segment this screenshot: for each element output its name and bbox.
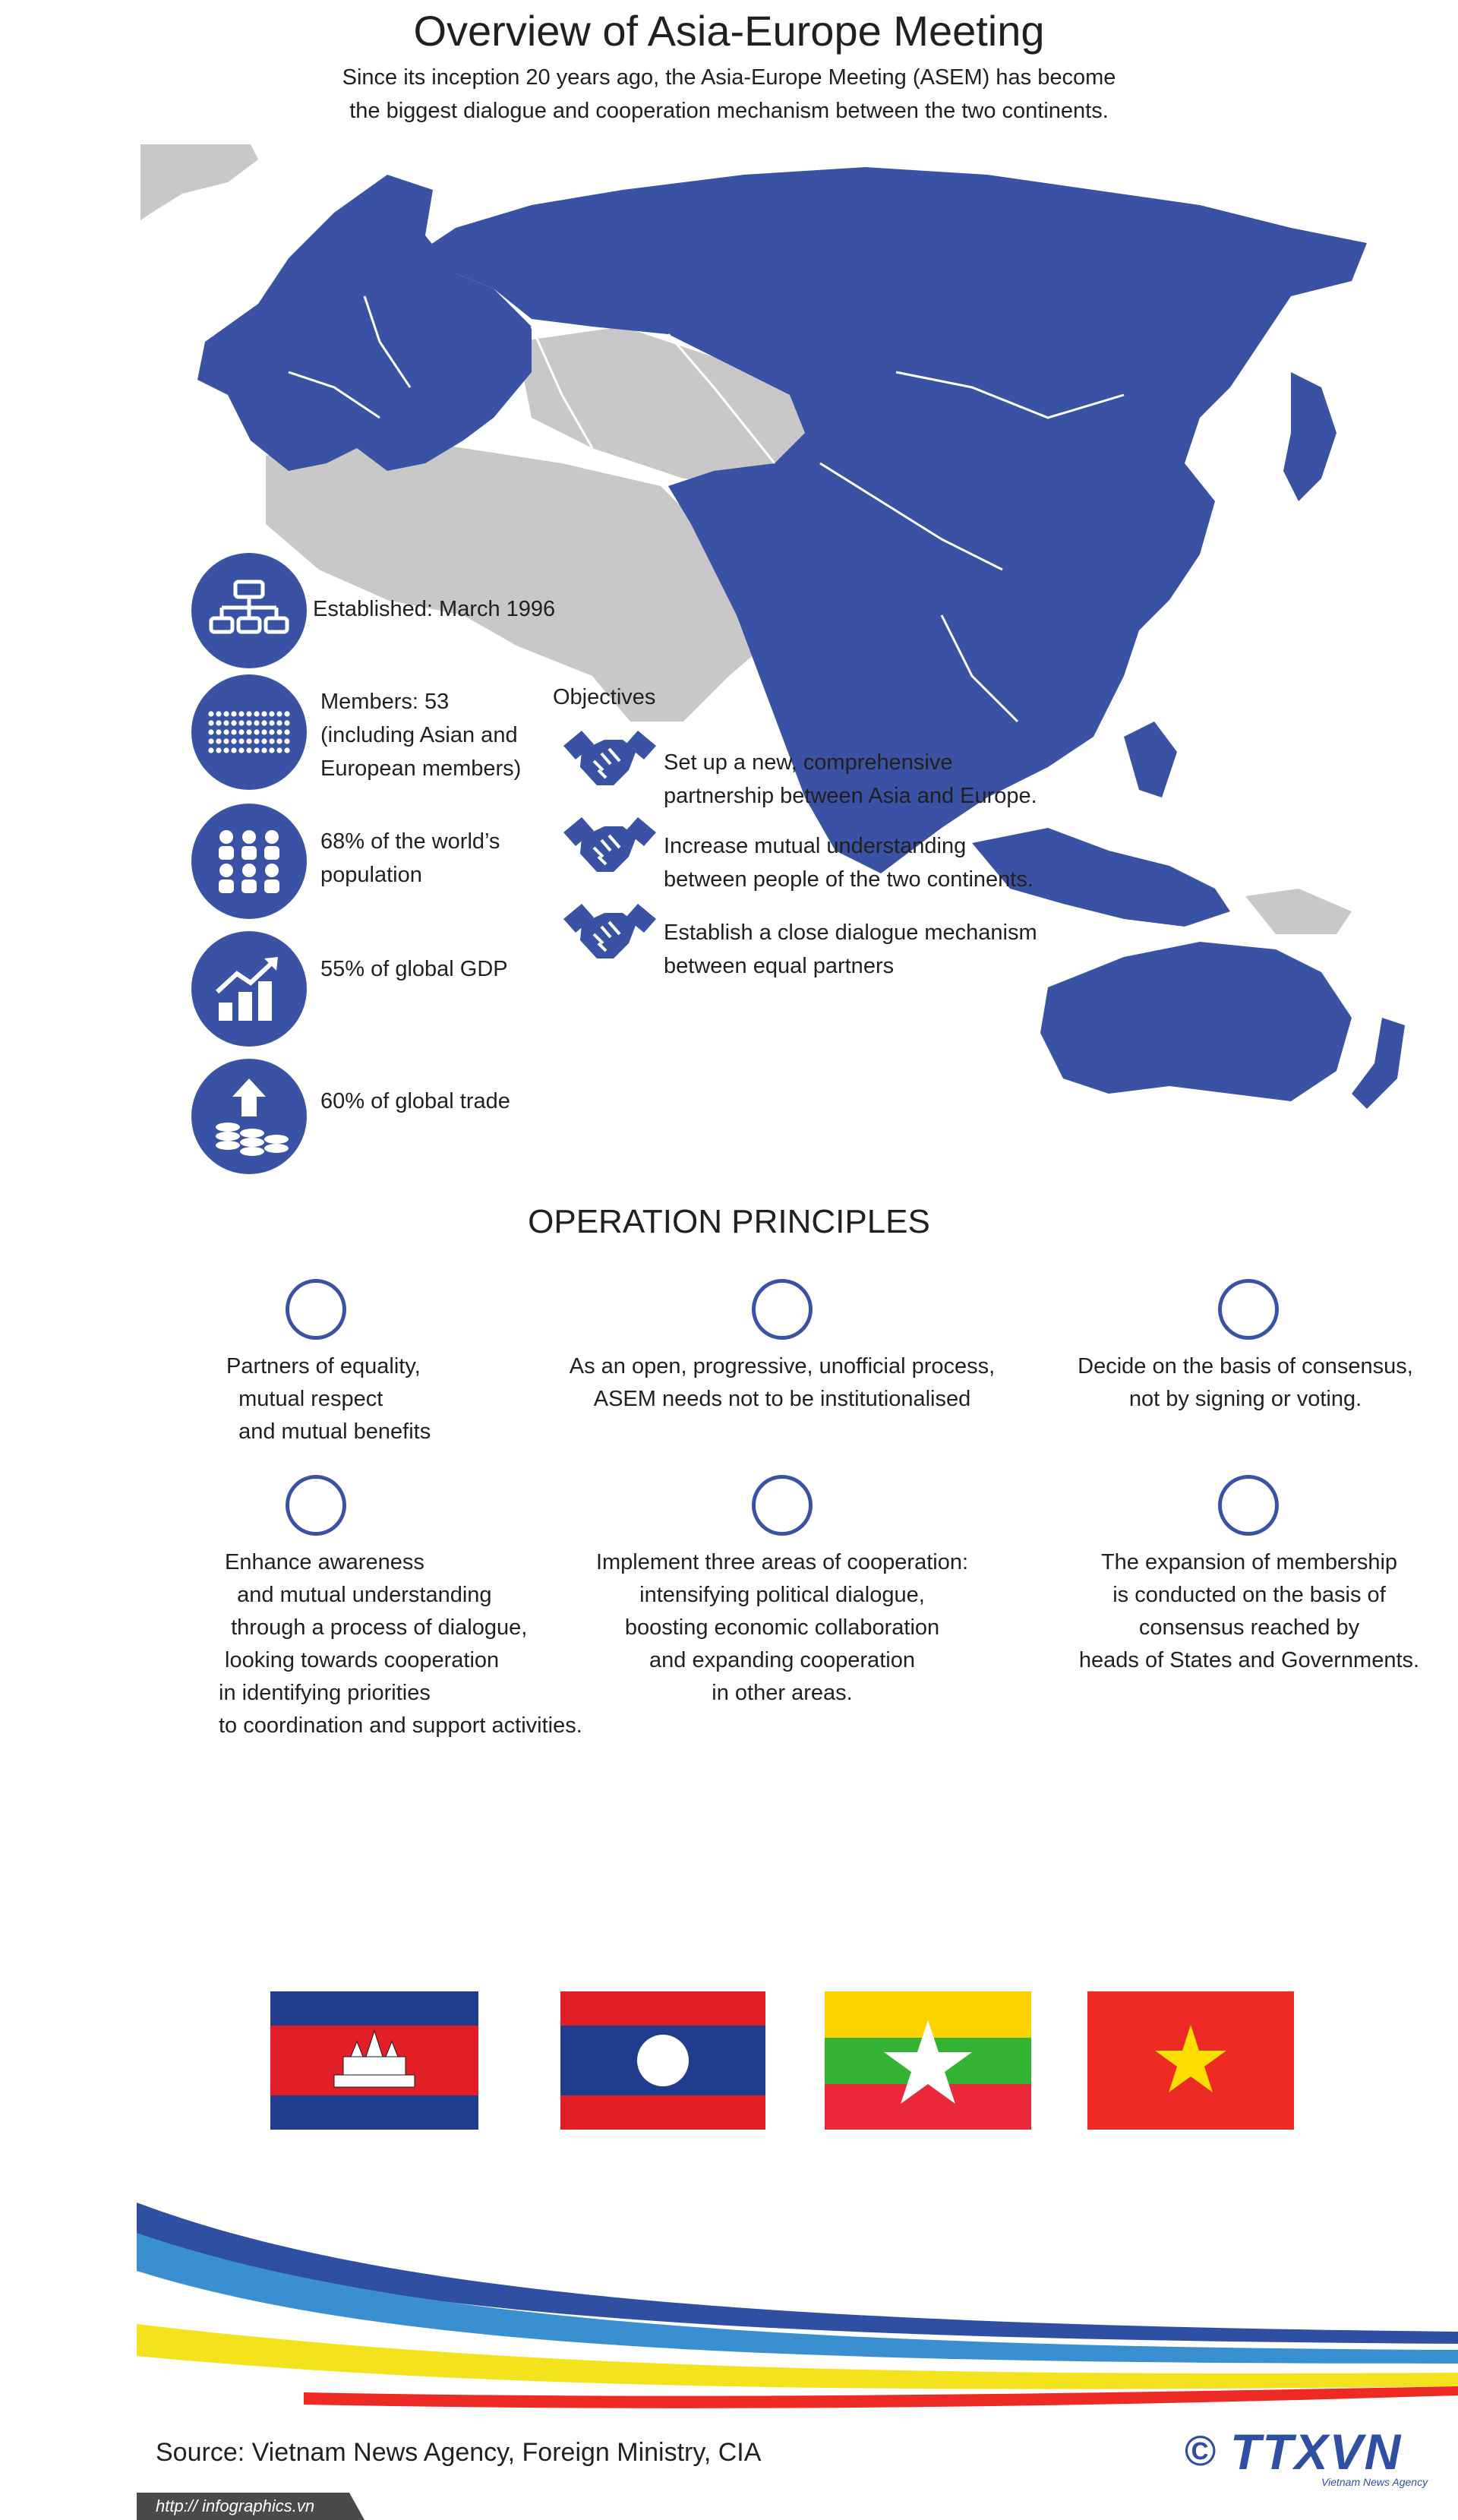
- cambodia-flag-icon: [270, 1991, 478, 2130]
- principles-title: OPERATION PRINCIPLES: [528, 1203, 930, 1240]
- logo-subtext: Vietnam News Agency: [1321, 2476, 1428, 2488]
- principle-5-ring-icon: [752, 1475, 813, 1536]
- myanmar-flag-icon: [825, 1991, 1031, 2130]
- principle-2-text: As an open, progressive, unofficial process, ASEM needs not to be institutionalised: [569, 1354, 996, 1411]
- principle-3-text: Decide on the basis of consensus, not by signing or voting.: [1078, 1354, 1413, 1411]
- objective-3-text: Establish a close dialogue mechanism between equal partners: [664, 921, 1037, 978]
- coins-arrow-icon: [191, 1059, 307, 1174]
- handshake-icon: [563, 810, 656, 886]
- objective-2-text: Increase mutual understanding between people of the two continents.: [664, 834, 1034, 892]
- dot-grid-icon: [191, 674, 307, 790]
- principle-1-text: Partners of equality, mutual respect and mutual benefits: [226, 1354, 431, 1444]
- subtitle-line-2: the biggest dialogue and cooperation mechanism between the two continents.: [349, 99, 1109, 123]
- objective-1-text: Set up a new, comprehensive partnership between Asia and Europe.: [664, 750, 1037, 808]
- page-subtitle: [0, 61, 1458, 128]
- footer-url-link[interactable]: http:// infographics.vn: [156, 2496, 315, 2515]
- handshake-icon: [563, 896, 656, 972]
- stat-trade-icon: [191, 1059, 307, 1174]
- principle-6-ring-icon: [1218, 1475, 1279, 1536]
- source-text: Source: Vietnam News Agency, Foreign Ministry, CIA: [156, 2438, 762, 2467]
- vietnam-flag-icon: [1087, 1991, 1294, 2130]
- principle-1-ring-icon: [286, 1279, 346, 1340]
- principle-3-ring-icon: [1218, 1279, 1279, 1340]
- principle-2-ring-icon: [752, 1279, 813, 1340]
- principle-6-text: The expansion of membership is conducted on the basis of consensus reached by heads of States and Governments.: [1078, 1550, 1420, 1672]
- principle-4-text: Enhance awareness and mutual understanding through a process of dialogue, looking towards cooperation in identifying priorities to coordination and support activities.: [219, 1550, 582, 1738]
- stat-population-icon: [191, 804, 307, 919]
- stat-established-icon: [191, 553, 307, 668]
- stat-members-text: Members: 53 (including Asian and European members): [320, 690, 522, 781]
- principle-4-ring-icon: [286, 1475, 346, 1536]
- stat-gdp-text: 55% of global GDP: [320, 957, 508, 981]
- stat-members-icon: [191, 674, 307, 790]
- logo-text: TTXVN: [1230, 2424, 1403, 2480]
- growth-chart-icon: [191, 931, 307, 1047]
- stat-trade-text: 60% of global trade: [320, 1089, 510, 1113]
- principle-5-text: Implement three areas of cooperation: intensifying political dialogue, boosting economic collaboration and expanding cooperation in other areas.: [595, 1550, 969, 1705]
- stat-population-text: 68% of the world’s population: [320, 829, 500, 887]
- stat-gdp-icon: [191, 931, 307, 1047]
- org-chart-icon: [191, 553, 307, 668]
- laos-flag-icon: [560, 1991, 765, 2130]
- ttxvn-logo-icon: [1185, 2423, 1435, 2491]
- people-icon: [191, 804, 307, 919]
- stat-established-text: Established: March 1996: [313, 597, 556, 621]
- page-title: Overview of Asia-Europe Meeting: [413, 7, 1045, 55]
- handshake-icon: [563, 723, 656, 799]
- objectives-heading: Objectives: [553, 685, 656, 709]
- copyright-symbol: ©: [1185, 2427, 1217, 2474]
- subtitle-line-1: Since its inception 20 years ago, the Asia-Europe Meeting (ASEM) has become: [342, 65, 1116, 90]
